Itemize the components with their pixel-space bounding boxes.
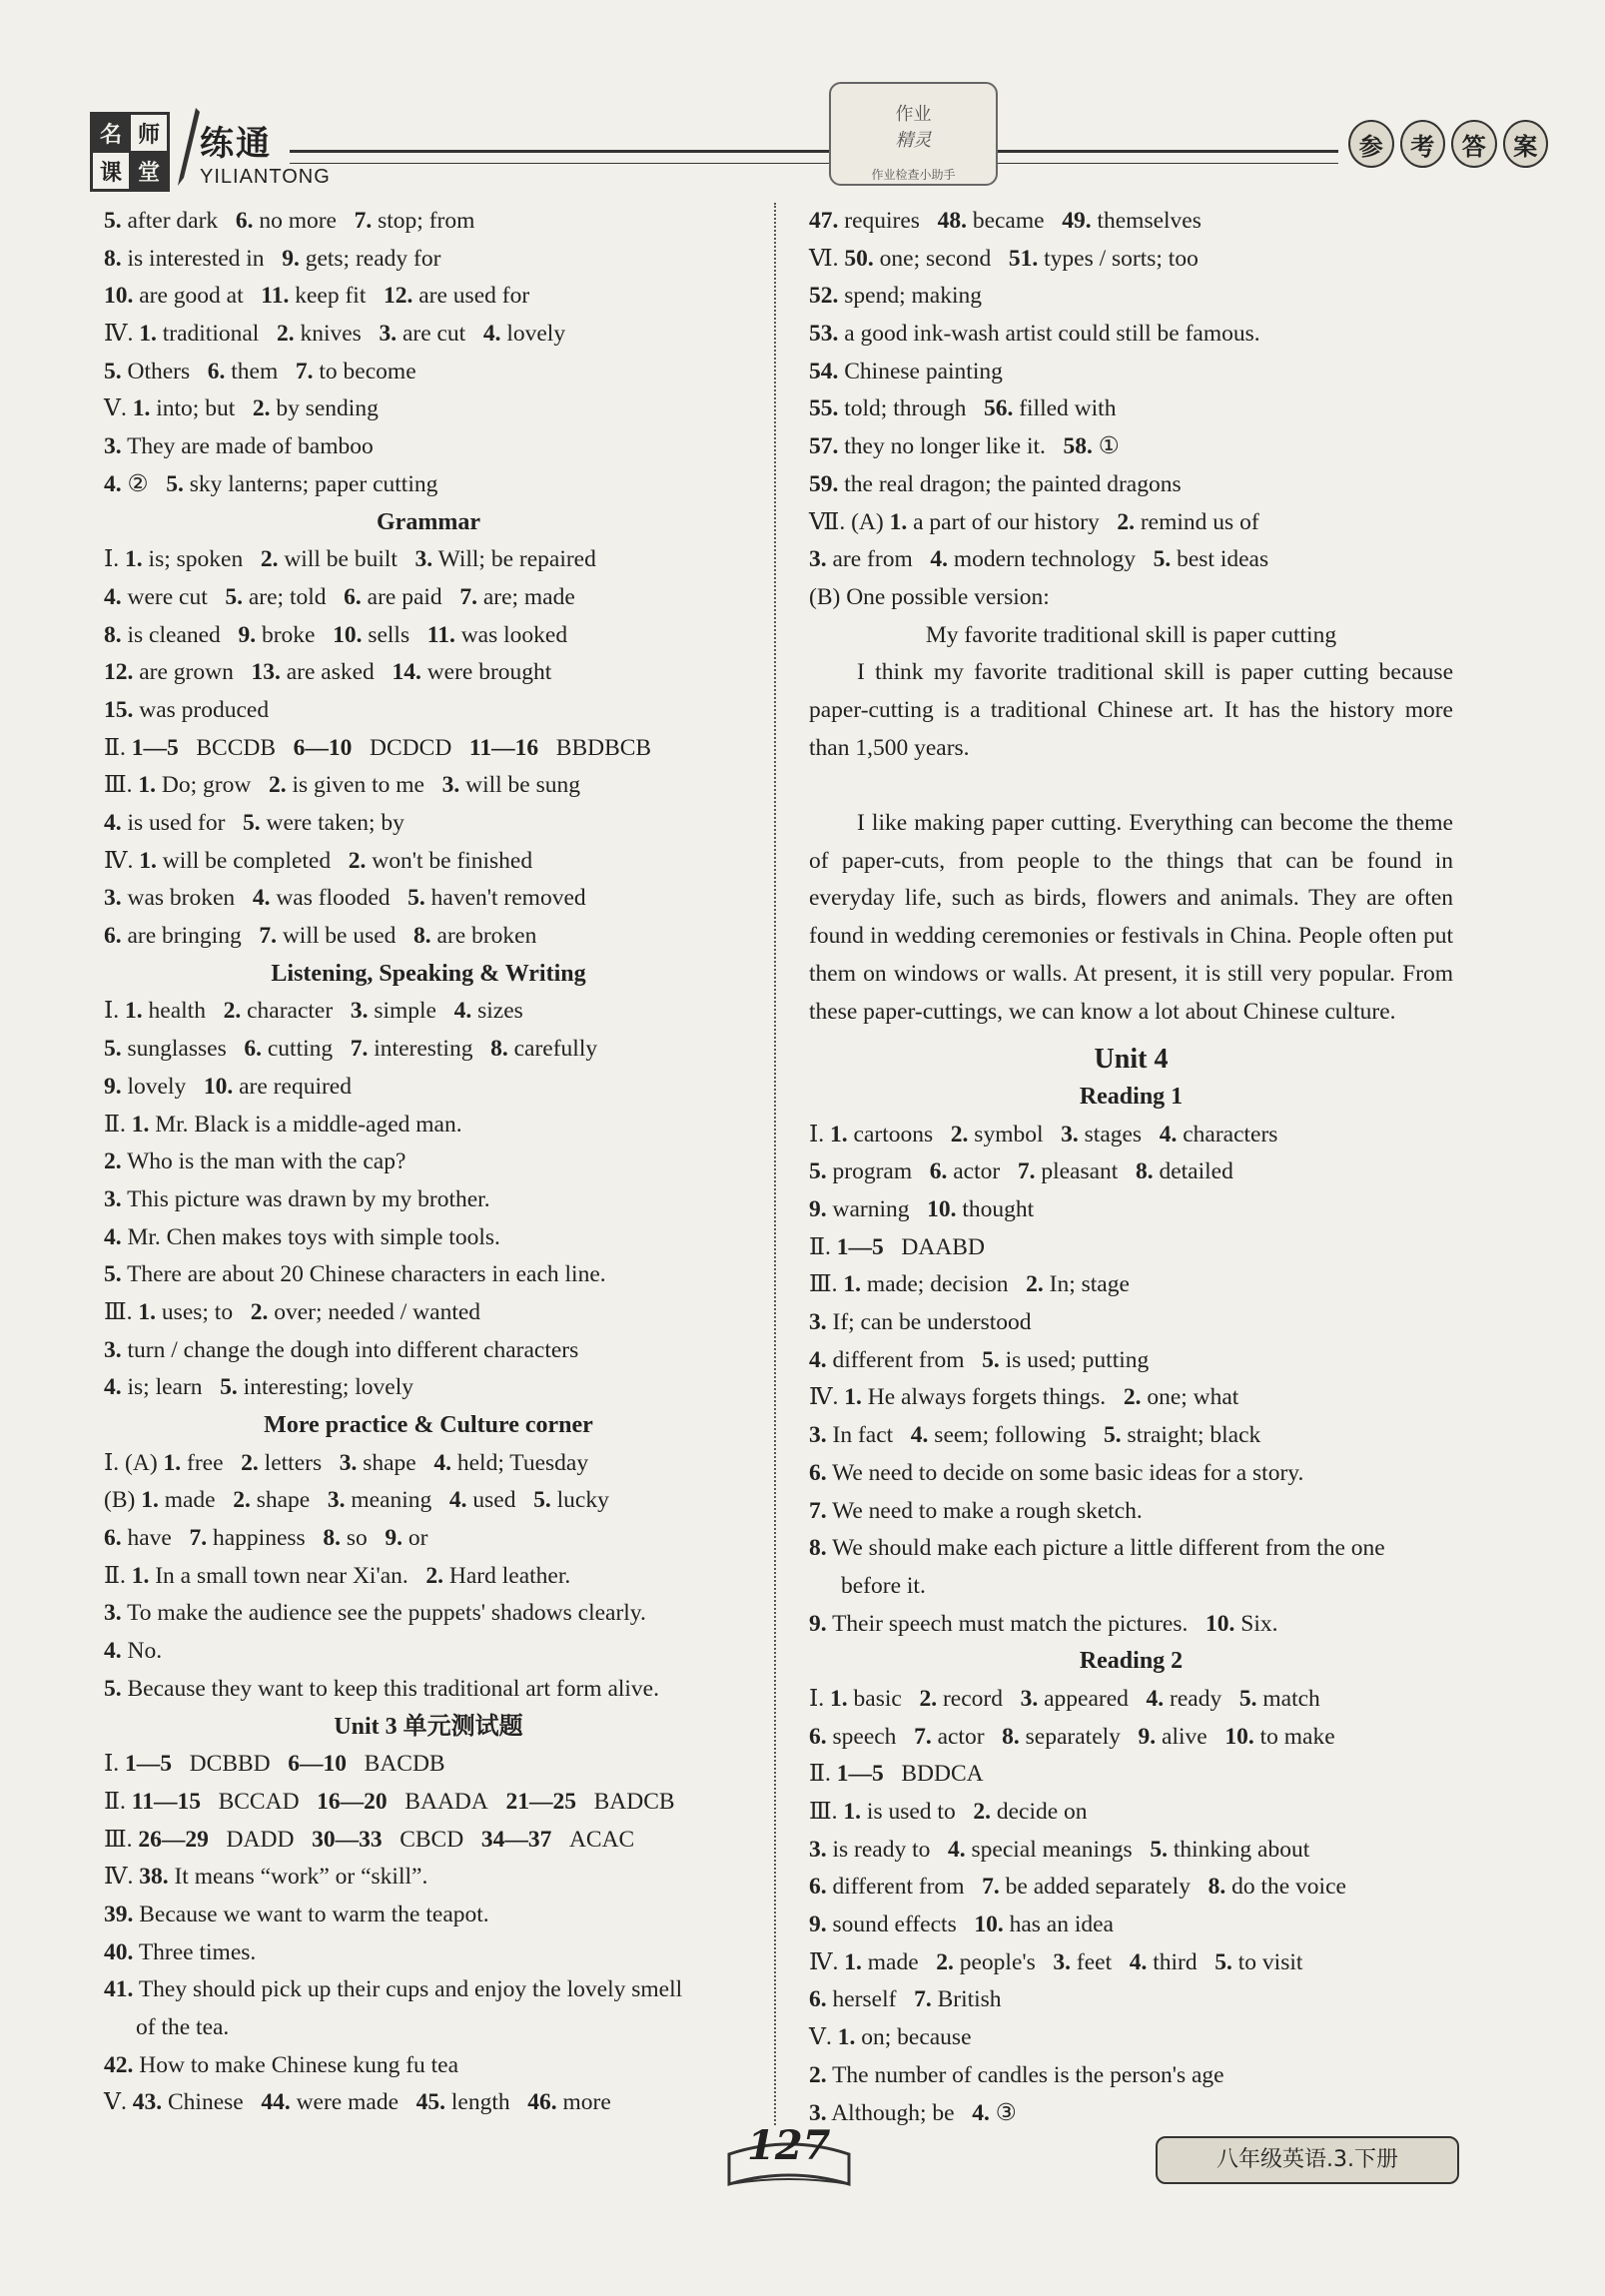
badge-char: 案	[1503, 120, 1549, 168]
answer-line: 3. If; can be understood	[809, 1309, 1032, 1336]
section-heading: Listening, Speaking & Writing	[271, 960, 586, 987]
right-answer-column	[809, 203, 1453, 2132]
answer-line: 52. spend; making	[809, 283, 982, 310]
page-header	[90, 104, 1538, 200]
answer-line: Ⅲ. 1. Do; grow 2. is given to me 3. will be sung	[104, 772, 580, 799]
answer-line: 5. There are about 20 Chinese characters in each line.	[104, 1261, 606, 1288]
answer-line: 5. Because they want to keep this traditional art form alive.	[104, 1675, 659, 1702]
answer-line: Ⅱ. 1—5 BCCDB 6—10 DCDCD 11—16 BBDBCB	[104, 734, 652, 761]
brand-char: 课	[92, 152, 130, 190]
answer-line: (B) One possible version:	[809, 583, 1050, 610]
essay-paragraph: I think my favorite traditional skill is paper cutting because paper-cutting is a traditional Chinese art. It has the history more than 1,500 years.	[809, 659, 1453, 761]
answer-line: 53. a good ink-wash artist could still be famous.	[809, 321, 1260, 348]
answer-line: Ⅰ. 1. is; spoken 2. will be built 3. Will; be repaired	[104, 546, 596, 573]
answer-line: 59. the real dragon; the painted dragons	[809, 470, 1182, 497]
answer-line: 4. No.	[104, 1638, 163, 1665]
answer-line: Ⅲ. 26—29 DADD 30—33 CBCD 34—37 ACAC	[104, 1826, 635, 1853]
answer-line: Ⅲ. 1. is used to 2. decide on	[809, 1799, 1088, 1826]
answer-line: 6. different from 7. be added separately 8. do the voice	[809, 1874, 1346, 1901]
left-answer-column	[104, 203, 753, 2122]
answer-line: Ⅰ. 1—5 DCBBD 6—10 BACDB	[104, 1751, 445, 1778]
answer-line: Ⅵ. 50. one; second 51. types / sorts; too	[809, 245, 1199, 272]
badge-char: 参	[1348, 120, 1394, 168]
answer-line: 4. ② 5. sky lanterns; paper cutting	[104, 470, 438, 497]
answer-line: 41. They should pick up their cups and enjoy the lovely smell	[104, 1976, 683, 2003]
answer-line: 54. Chinese painting	[809, 358, 1003, 384]
answer-line: 39. Because we want to warm the teapot.	[104, 1901, 489, 1927]
pen-icon	[172, 106, 202, 188]
badge-char: 答	[1451, 120, 1497, 168]
answer-line: 4. is used for 5. were taken; by	[104, 810, 404, 836]
answer-line: Ⅱ. 11—15 BCCAD 16—20 BAADA 21—25 BADCB	[104, 1788, 675, 1815]
answer-line: 3. In fact 4. seem; following 5. straight; black	[809, 1422, 1261, 1449]
answer-line: Ⅰ. 1. basic 2. record 3. appeared 4. ready 5. match	[809, 1685, 1320, 1712]
answer-line: 4. were cut 5. are; told 6. are paid 7. are; made	[104, 583, 575, 610]
book-grade-label: 八年级英语.3.下册	[1156, 2136, 1459, 2184]
page-footer	[0, 2122, 1605, 2202]
answer-line: 3. To make the audience see the puppets' shadows clearly.	[104, 1600, 646, 1627]
answer-line: 9. Their speech must match the pictures. 10. Six.	[809, 1610, 1278, 1637]
answer-line: 6. speech 7. actor 8. separately 9. alive 10. to make	[809, 1723, 1335, 1750]
brand-char: 堂	[130, 152, 168, 190]
answer-line: 15. was produced	[104, 696, 270, 723]
section-heading: Unit 3 单元测试题	[334, 1713, 523, 1740]
answer-line: 6. have 7. happiness 8. so 9. or	[104, 1525, 428, 1552]
answer-line: 4. Mr. Chen makes toys with simple tools.	[104, 1223, 500, 1250]
section-heading: More practice & Culture corner	[264, 1412, 593, 1438]
answer-line: 5. after dark 6. no more 7. stop; from	[104, 208, 475, 234]
brand-subtitle: YILIANTONG	[200, 166, 331, 188]
answer-line: Ⅱ. 1. Mr. Black is a middle-aged man.	[104, 1111, 462, 1138]
answer-line: 4. different from 5. is used; putting	[809, 1346, 1150, 1373]
answer-line: Ⅰ. 1. health 2. character 3. simple 4. sizes	[104, 998, 523, 1025]
stamp-line: 作业	[895, 104, 932, 125]
page-number: 127	[747, 2122, 831, 2169]
answer-line: 8. is cleaned 9. broke 10. sells 11. was looked	[104, 621, 568, 648]
answer-line: My favorite traditional skill is paper cutting	[925, 621, 1337, 648]
answer-line: 4. is; learn 5. interesting; lovely	[104, 1374, 414, 1401]
answer-line: 3. Although; be 4. ③	[809, 2099, 1017, 2126]
brand-char: 名	[92, 114, 130, 152]
answer-line: before it.	[841, 1572, 926, 1599]
section-heading: Unit 4	[1094, 1044, 1169, 1076]
answer-line: Ⅴ. 1. into; but 2. by sending	[104, 395, 379, 422]
stamp-line: 作业检查小助手	[871, 168, 956, 182]
answer-line: 47. requires 48. became 49. themselves	[809, 208, 1202, 234]
answer-key-badge	[1348, 120, 1548, 176]
answer-line: 8. We should make each picture a little different from the one	[809, 1535, 1385, 1562]
answer-line: Ⅳ. 1. will be completed 2. won't be finished	[104, 847, 533, 874]
answer-line: Ⅳ. 1. traditional 2. knives 3. are cut 4. lovely	[104, 321, 566, 348]
answer-line: 57. they no longer like it. 58. ①	[809, 433, 1120, 460]
brand-name: 练通	[200, 124, 272, 164]
answer-line: Ⅳ. 38. It means “work” or “skill”.	[104, 1864, 428, 1891]
right-answers-top	[809, 203, 1453, 654]
answer-line: 3. They are made of bamboo	[104, 433, 374, 460]
stamp-line: 精灵	[895, 130, 932, 151]
answer-line: 40. Three times.	[104, 1938, 257, 1965]
homework-stamp	[829, 82, 998, 186]
answer-line: 5. program 6. actor 7. pleasant 8. detailed	[809, 1158, 1233, 1185]
answer-line: 6. are bringing 7. will be used 8. are broken	[104, 923, 537, 950]
answer-line: Ⅴ. 43. Chinese 44. were made 45. length 46. more	[104, 2089, 611, 2116]
answer-line: (B) 1. made 2. shape 3. meaning 4. used 5. lucky	[104, 1487, 609, 1514]
column-divider	[774, 203, 776, 2125]
answer-line: Ⅳ. 1. He always forgets things. 2. one; what	[809, 1384, 1239, 1411]
brand-char: 师	[130, 114, 168, 152]
answer-line: Ⅶ. (A) 1. a part of our history 2. remind us of	[809, 508, 1259, 535]
header-rule	[290, 150, 1338, 164]
answer-line: 5. sunglasses 6. cutting 7. interesting 8. carefully	[104, 1036, 598, 1063]
answer-line: Ⅰ. (A) 1. free 2. letters 3. shape 4. held; Tuesday	[104, 1449, 589, 1476]
answer-line: 3. is ready to 4. special meanings 5. thinking about	[809, 1836, 1310, 1863]
answer-line: 9. lovely 10. are required	[104, 1073, 352, 1100]
answer-line: 3. This picture was drawn by my brother.	[104, 1185, 490, 1212]
answer-line: Ⅳ. 1. made 2. people's 3. feet 4. third 5. to visit	[809, 1948, 1303, 1975]
answer-line: 55. told; through 56. filled with	[809, 395, 1117, 422]
answer-line: 10. are good at 11. keep fit 12. are used for	[104, 283, 530, 310]
answer-line: 9. warning 10. thought	[809, 1196, 1035, 1223]
answer-line: 42. How to make Chinese kung fu tea	[104, 2051, 459, 2078]
answer-line: Ⅱ. 1—5 BDDCA	[809, 1761, 984, 1788]
section-heading: Reading 1	[1079, 1083, 1184, 1110]
answer-line: Ⅴ. 1. on; because	[809, 2024, 972, 2051]
answer-line: 3. are from 4. modern technology 5. best ideas	[809, 546, 1269, 573]
answer-line: of the tea.	[136, 2014, 230, 2040]
answer-line: Ⅰ. 1. cartoons 2. symbol 3. stages 4. characters	[809, 1121, 1278, 1148]
answer-line: Ⅲ. 1. uses; to 2. over; needed / wanted	[104, 1298, 481, 1325]
answer-line: 5. Others 6. them 7. to become	[104, 358, 416, 384]
answer-line: 3. turn / change the dough into different characters	[104, 1336, 579, 1363]
answer-line: Ⅱ. 1. In a small town near Xi'an. 2. Hard leather.	[104, 1562, 571, 1589]
answer-line: Ⅲ. 1. made; decision 2. In; stage	[809, 1271, 1130, 1298]
answer-line: 3. was broken 4. was flooded 5. haven't removed	[104, 885, 586, 912]
answer-line: Ⅱ. 1—5 DAABD	[809, 1233, 985, 1260]
answer-line: 6. herself 7. British	[809, 1986, 1002, 2013]
answer-line: 12. are grown 13. are asked 14. were brought	[104, 659, 552, 686]
section-heading: Grammar	[377, 508, 480, 535]
section-heading: Reading 2	[1079, 1648, 1184, 1675]
answer-line: 2. Who is the man with the cap?	[104, 1148, 406, 1175]
answer-line: 6. We need to decide on some basic ideas for a story.	[809, 1459, 1304, 1486]
answer-line: 9. sound effects 10. has an idea	[809, 1912, 1114, 1938]
right-answers-bottom	[809, 1041, 1453, 2132]
essay-paragraph: I like making paper cutting. Everything can become the theme of paper-cuts, from people to the things that can be found in everyday life, such as birds, flowers and animals. They are often found in wedding ceremonies or festivals in China. People often put them on windows or walls. At present, it is still very popular. From these paper-cuttings, we can know a lot about Chinese culture.	[809, 810, 1453, 1025]
badge-char: 考	[1400, 120, 1446, 168]
answer-line: 2. The number of candles is the person's age	[809, 2061, 1224, 2088]
brand-logo	[90, 112, 170, 192]
answer-line: 8. is interested in 9. gets; ready for	[104, 245, 441, 272]
answer-line: 7. We need to make a rough sketch.	[809, 1497, 1143, 1524]
